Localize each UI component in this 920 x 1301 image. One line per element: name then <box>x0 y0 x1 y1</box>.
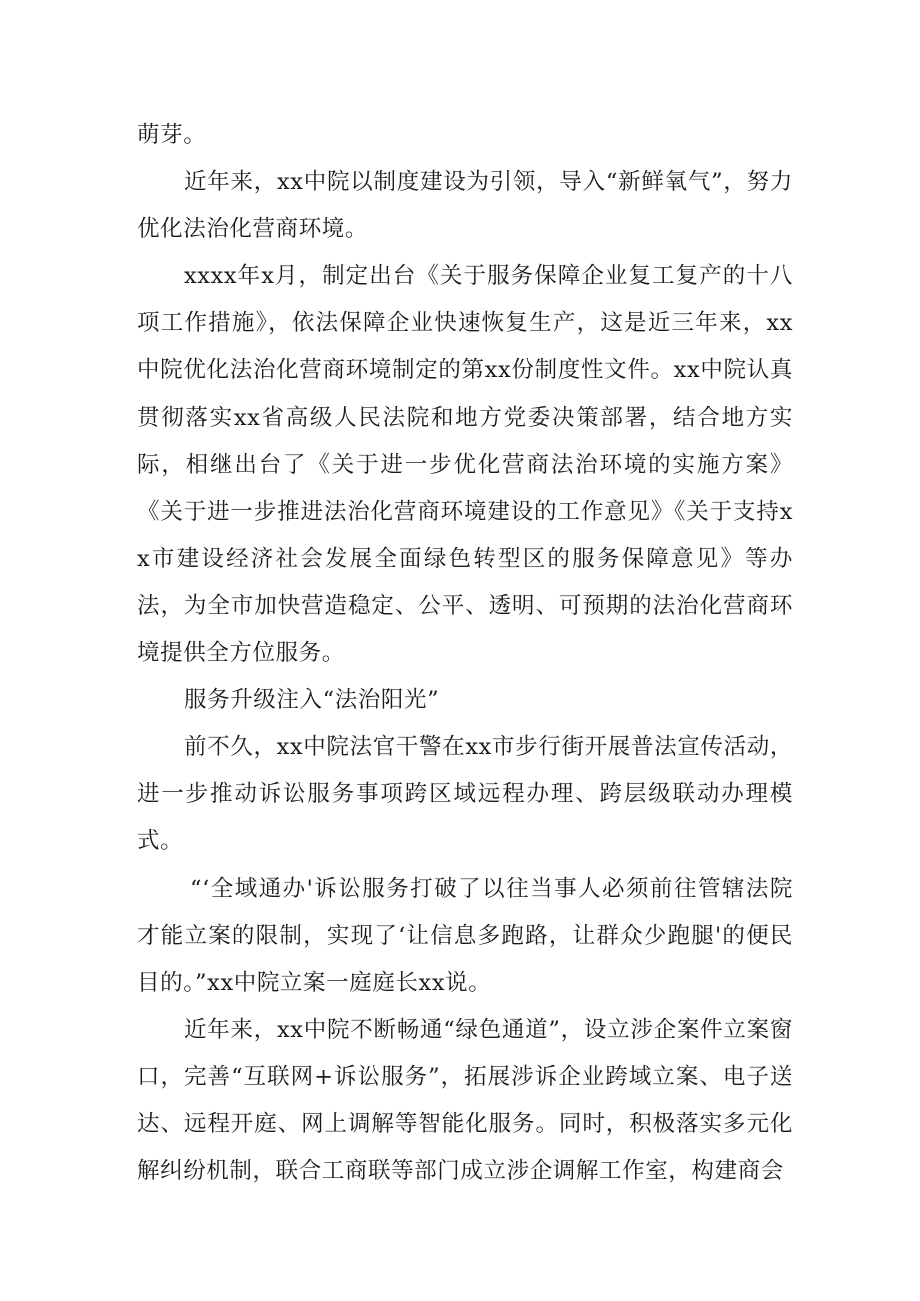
paragraph-green-channel: 近年来，xx中院不断畅通“绿色通道”，设立涉企案件立案窗口，完善“互联网+诉讼服务”，拓展涉诉企业跨域立案、电子送达、远程开庭、网上调解等智能化服务。同时，积极落实多元化解纠纷机制，联合工商联等部门成立涉企调解工作室，构建商会 <box>137 1016 793 1185</box>
paragraph-intro: 近年来，xx中院以制度建设为引领，导入“新鲜氧气”，努力优化法治化营商环境。 <box>137 169 793 243</box>
paragraph-continuation: 萌芽。 <box>137 122 207 148</box>
paragraph-outreach: 前不久，xx中院法官干警在xx市步行街开展普法宣传活动，进一步推动诉讼服务事项跨区域远程办理、跨层级联动办理模式。 <box>137 734 793 855</box>
paragraph-measures: xxxx年x月，制定出台《关于服务保障企业复工复产的十八项工作措施》，依法保障企业快速恢复生产，这是近三年来，xx中院优化法治化营商环境制定的第xx份制度性文件。xx中院认真贯彻落实xx省高级人民法院和地方党委决策部署，结合地方实际，相继出台了《关于进一步优化营商法治环境的实施方案》《关于进一步推进法治化营商环境建设的工作意见》《关于支持xx市建设经济社会发展全面绿色转型区的服务保障意见》等办法，为全市加快营造稳定、公平、透明、可预期的法治化营商环境提供全方位服务。 <box>137 263 793 667</box>
paragraph-quote: “‘全域通办'诉讼服务打破了以往当事人必须前往管辖法院才能立案的限制，实现了‘让信息多跑路，让群众少跑腿'的便民目的。”xx中院立案一庭庭长xx说。 <box>137 875 793 996</box>
section-heading: 服务升级注入“法治阳光” <box>184 687 440 714</box>
document-body <box>137 112 793 1195</box>
